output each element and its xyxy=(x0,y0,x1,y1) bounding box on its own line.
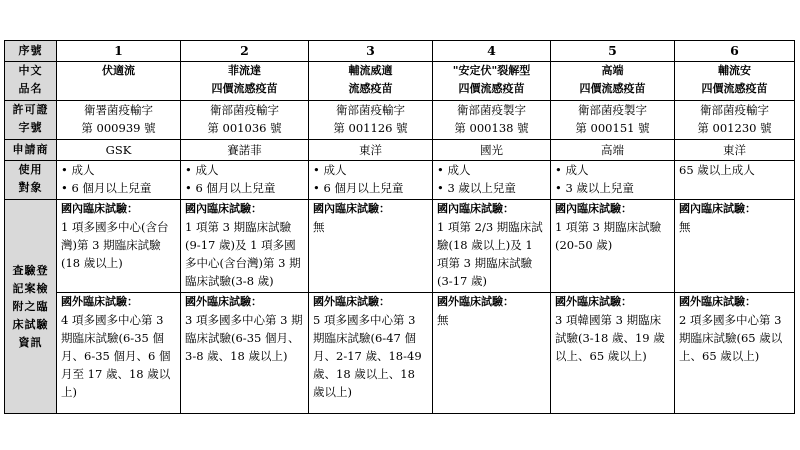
license-line: 衛署菌疫輸字 xyxy=(84,103,153,117)
foreign-trials-text: 3 項韓國第 3 期臨床試驗(3-18 歲、19 歲以上、65 歲以上) xyxy=(555,313,665,363)
foreign-trials-text: 4 項多國多中心第 3 期臨床試驗(6-35 個月、6-35 個月、6 個月至 17 歲、18 歲以上) xyxy=(61,313,171,399)
population-item: • 3 歲以上兒童 xyxy=(555,181,634,195)
target-population xyxy=(309,161,433,200)
population-item: • 成人 xyxy=(61,163,95,177)
domestic-trials-cell xyxy=(675,200,795,293)
vaccine-name xyxy=(675,62,795,101)
applicant: 東洋 xyxy=(675,140,795,161)
header-license-line-1: 許可證 xyxy=(12,103,49,116)
target-population xyxy=(57,161,181,200)
applicant: 高端 xyxy=(551,140,675,161)
target-population xyxy=(433,161,551,200)
row-foreign-trials xyxy=(5,293,795,414)
domestic-trials-text: 1 項第 2/3 期臨床試驗(18 歲以上)及 1 項第 3 期臨床試驗(3-17 歲) xyxy=(437,220,543,288)
foreign-trials-label: 國外臨床試驗： xyxy=(185,295,262,308)
header-trial-line-4: 床試驗 xyxy=(12,317,49,331)
vaccine-number: 5 xyxy=(551,41,675,62)
domestic-trials-cell xyxy=(181,200,309,293)
vaccine-name xyxy=(181,62,309,101)
population-item: • 6 個月以上兒童 xyxy=(185,181,276,195)
domestic-trials-label: 國內臨床試驗： xyxy=(437,202,514,215)
vaccine-number: 4 xyxy=(433,41,551,62)
license-number xyxy=(181,101,309,140)
domestic-trials-cell xyxy=(433,200,551,293)
applicant: GSK xyxy=(57,140,181,161)
vaccine-name-line: 輔流威適 xyxy=(348,64,393,77)
header-use-line-1: 使用 xyxy=(18,163,43,176)
header-applicant: 申請商 xyxy=(5,140,57,161)
foreign-trials-label: 國外臨床試驗： xyxy=(679,295,756,308)
applicant: 賽諾菲 xyxy=(181,140,309,161)
license-line: 第 000939 號 xyxy=(81,121,156,135)
header-trial-line-1: 查驗登 xyxy=(12,263,49,277)
domestic-trials-text: 1 項第 3 期臨床試驗(20-50 歲) xyxy=(555,220,662,252)
domestic-trials-cell xyxy=(309,200,433,293)
foreign-trials-label: 國外臨床試驗： xyxy=(555,295,632,308)
license-number xyxy=(551,101,675,140)
foreign-trials-text: 2 項多國多中心第 3 期臨床試驗(65 歲以上、65 歲以上) xyxy=(679,313,783,363)
vaccine-name-line: 菲流達 xyxy=(228,64,261,77)
row-applicant xyxy=(5,140,795,161)
foreign-trials-cell xyxy=(309,293,433,414)
foreign-trials-text: 5 項多國多中心第 3 期臨床試驗(6-47 個月、2-17 歲、18-49 歲、18 歲以上、18 歲以上) xyxy=(313,313,422,399)
domestic-trials-label: 國內臨床試驗： xyxy=(555,202,632,215)
domestic-trials-cell xyxy=(551,200,675,293)
vaccine-name-line: 四價流感疫苗 xyxy=(458,82,525,95)
vaccine-name xyxy=(57,62,181,101)
header-name-line-2: 品名 xyxy=(18,82,43,95)
header-trial-line-3: 附之臨 xyxy=(12,299,49,313)
domestic-trials-text: 1 項多國多中心(含台灣)第 3 期臨床試驗(18 歲以上) xyxy=(61,220,169,270)
header-no: 序號 xyxy=(5,41,57,62)
vaccine-name-line: 四價流感疫苗 xyxy=(211,82,278,95)
applicant: 國光 xyxy=(433,140,551,161)
license-number xyxy=(309,101,433,140)
foreign-trials-cell xyxy=(675,293,795,414)
foreign-trials-cell xyxy=(181,293,309,414)
vaccine-number: 1 xyxy=(57,41,181,62)
license-line: 第 000151 號 xyxy=(575,121,650,135)
vaccine-name-line: 伏適流 xyxy=(102,64,135,77)
header-use-line-2: 對象 xyxy=(18,181,43,194)
population-item: • 成人 xyxy=(555,163,589,177)
domestic-trials-label: 國內臨床試驗： xyxy=(679,202,756,215)
license-line: 第 000138 號 xyxy=(454,121,529,135)
foreign-trials-text: 3 項多國多中心第 3 期臨床試驗(6-35 個月、3-8 歲、18 歲以上) xyxy=(185,313,303,363)
row-number xyxy=(5,41,795,62)
license-line: 衛部菌疫輸字 xyxy=(336,103,405,117)
target-population xyxy=(551,161,675,200)
domestic-trials-label: 國內臨床試驗： xyxy=(61,202,138,215)
population-item: • 6 個月以上兒童 xyxy=(61,181,152,195)
vaccine-number: 6 xyxy=(675,41,795,62)
population-item: • 3 歲以上兒童 xyxy=(437,181,516,195)
domestic-trials-text: 無 xyxy=(679,220,691,234)
foreign-trials-label: 國外臨床試驗： xyxy=(437,295,514,308)
population-item: • 成人 xyxy=(313,163,347,177)
vaccine-name-line: "安定伏"裂解型 xyxy=(452,64,531,77)
domestic-trials-text: 1 項第 3 期臨床試驗(9-17 歲)及 1 項多國多中心(含台灣)第 3 期臨床試驗(3-8 歲) xyxy=(185,220,301,288)
license-line: 衛部菌疫輸字 xyxy=(210,103,279,117)
target-population xyxy=(181,161,309,200)
license-line: 第 001126 號 xyxy=(333,121,408,135)
domestic-trials-label: 國內臨床試驗： xyxy=(185,202,262,215)
vaccine-name xyxy=(433,62,551,101)
foreign-trials-cell xyxy=(433,293,551,414)
license-number xyxy=(433,101,551,140)
population-item: • 成人 xyxy=(185,163,219,177)
license-line: 第 001230 號 xyxy=(697,121,772,135)
header-use xyxy=(5,161,57,200)
foreign-trials-label: 國外臨床試驗： xyxy=(313,295,390,308)
vaccine-name-line: 高端 xyxy=(601,64,624,77)
domestic-trials-label: 國內臨床試驗： xyxy=(313,202,390,215)
foreign-trials-cell xyxy=(551,293,675,414)
row-use xyxy=(5,161,795,200)
vaccine-name xyxy=(551,62,675,101)
domestic-trials-cell xyxy=(57,200,181,293)
target-population xyxy=(675,161,795,200)
header-trial-info xyxy=(5,200,57,414)
license-line: 衛部菌疫製字 xyxy=(457,103,526,117)
license-line: 衛部菌疫製字 xyxy=(578,103,647,117)
vaccine-number: 2 xyxy=(181,41,309,62)
population-item: • 6 個月以上兒童 xyxy=(313,181,404,195)
domestic-trials-text: 無 xyxy=(313,220,325,234)
vaccine-name-line: 輔流安 xyxy=(718,64,751,77)
applicant: 東洋 xyxy=(309,140,433,161)
vaccine-number: 3 xyxy=(309,41,433,62)
vaccine-table xyxy=(4,40,795,414)
vaccine-name-line: 四價流感疫苗 xyxy=(701,82,768,95)
license-line: 第 001036 號 xyxy=(207,121,282,135)
vaccine-name xyxy=(309,62,433,101)
population-item: • 成人 xyxy=(437,163,471,177)
license-number xyxy=(57,101,181,140)
header-name xyxy=(5,62,57,101)
header-trial-line-5: 資訊 xyxy=(18,335,43,349)
population-item: 65 歲以上成人 xyxy=(679,163,755,177)
vaccine-name-line: 流感疫苗 xyxy=(348,82,393,95)
header-license xyxy=(5,101,57,140)
foreign-trials-text: 無 xyxy=(437,313,449,327)
foreign-trials-label: 國外臨床試驗： xyxy=(61,295,138,308)
header-trial-line-2: 記案檢 xyxy=(12,281,49,295)
row-name xyxy=(5,62,795,101)
row-domestic-trials xyxy=(5,200,795,293)
foreign-trials-cell xyxy=(57,293,181,414)
header-name-line-1: 中文 xyxy=(18,64,43,77)
vaccine-name-line: 四價流感疫苗 xyxy=(579,82,646,95)
row-license xyxy=(5,101,795,140)
license-line: 衛部菌疫輸字 xyxy=(700,103,769,117)
license-number xyxy=(675,101,795,140)
header-license-line-2: 字號 xyxy=(18,121,43,134)
